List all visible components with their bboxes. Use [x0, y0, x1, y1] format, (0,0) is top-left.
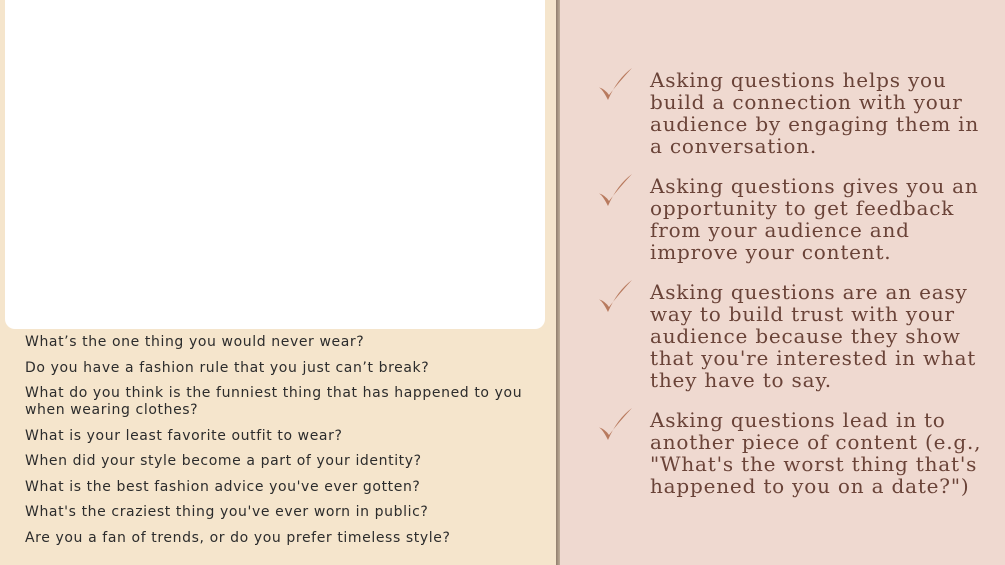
benefit-text: Asking questions gives you an opportunity to get feedback from your audience and improve your content.	[650, 174, 979, 264]
question-item: Are you a fan of trends, or do you prefer timeless style?	[25, 529, 451, 546]
image-placeholder	[5, 0, 545, 329]
question-item: What is the best fashion advice you've ever gotten?	[25, 478, 421, 495]
question-item: What's the craziest thing you've ever worn in public?	[25, 504, 429, 520]
question-item: What do you think is the funniest thing that has happened to you when wearing clothes?	[25, 385, 523, 418]
question-item: What is your least favorite outfit to wear?	[25, 427, 343, 444]
benefit-text: Asking questions lead in to another piece of content (e.g., "What's the worst thing that's happened to you on a date?")	[650, 408, 982, 498]
question-item: What’s the one thing you would never wear?	[25, 334, 365, 350]
benefit-text: Asking questions are an easy way to build trust with your audience because they show that you're interested in what they have to say.	[650, 280, 977, 392]
question-list	[25, 334, 525, 555]
checkmark-icon	[595, 65, 635, 105]
checkmark-icon	[595, 171, 635, 211]
checkmark-icon	[595, 277, 635, 317]
checkmark-icon	[595, 405, 635, 445]
benefit-text: Asking questions helps you build a connection with your audience by engaging them in a conversation.	[650, 68, 980, 158]
question-item: When did your style become a part of your identity?	[25, 453, 422, 469]
question-item: Do you have a fashion rule that you just can’t break?	[25, 359, 430, 376]
